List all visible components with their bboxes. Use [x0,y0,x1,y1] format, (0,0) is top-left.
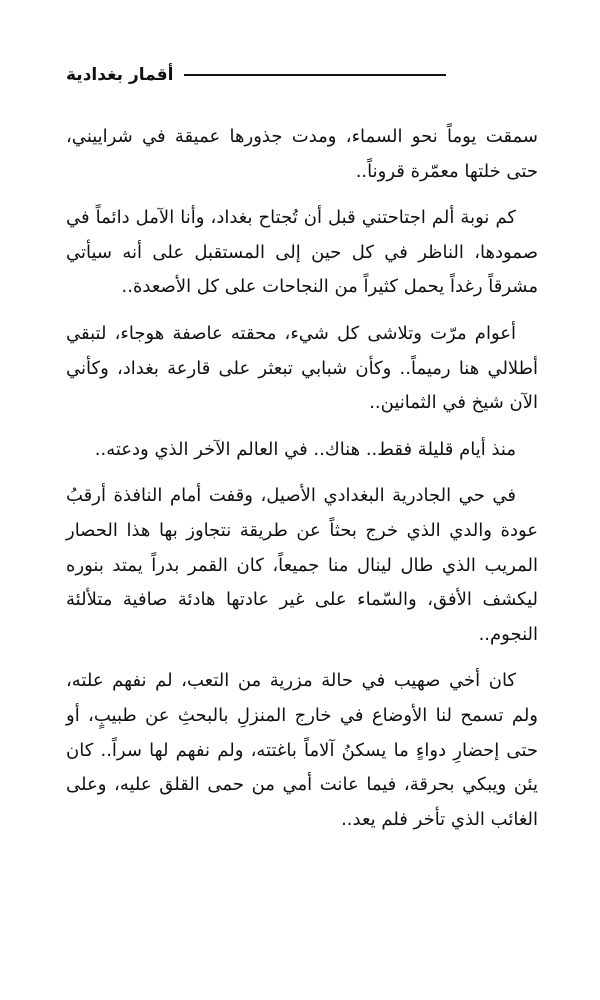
paragraph: سمقت يوماً نحو السماء، ومدت جذورها عميقة في شراييني، حتى خلتها معمّرة قروناً.. [66,126,538,182]
header-rule [184,74,447,76]
body-text [66,120,538,849]
paragraph: كان أخي صهيب في حالة مزرية من التعب، لم نفهم علته، ولم تسمح لنا الأوضاع في خارج المنزلِ بالبحثِ عن طبيبٍ، أو حتى إحضارِ دواءٍ ما يسكنُ آلاماً باغتته، ولم نفهم لها سراً.. كان يئن ويبكي بحرقة، فيما عانت أمي من حمى القلق عليه، وعلى الغائب الذي تأخر فلم يعد.. [66,670,538,830]
paragraph: منذ أيام قليلة فقط.. هناك.. في العالم الآخر الذي ودعته.. [94,438,516,460]
running-header-title: أقمار بغدادية [66,65,174,85]
paragraph: كم نوبة ألم اجتاحتني قبل أن تُجتاح بغداد، وأنا الآمل دائماً في صمودها، الناظر في كل حين إلى المستقبل على أنه سيأتي مشرقاً رغداً يحمل كثيراً من النجاحات على كل الأصعدة.. [66,207,538,298]
running-header [66,62,446,88]
paragraph: أعوام مرّت وتلاشى كل شيء، محقته عاصفة هوجاء، لتبقي أطلالي هنا رميماً.. وكأن شبابي تبعثر على قارعة بغداد، وكأني الآن شيخ في الثمانين.. [66,322,538,414]
paragraph: في حي الجادرية البغدادي الأصيل، وقفت أمام النافذة أرقبُ عودة والدي الذي خرج بحثاً عن طريقة نتجاوز بها هذا الحصار المريب الذي طال لينال منا جميعاً، كان القمر بدراً يمتد بنوره ليكشف الأفق، والسّماء على غير عادتها هادئة صافية متلألئة النجوم.. [66,485,538,645]
